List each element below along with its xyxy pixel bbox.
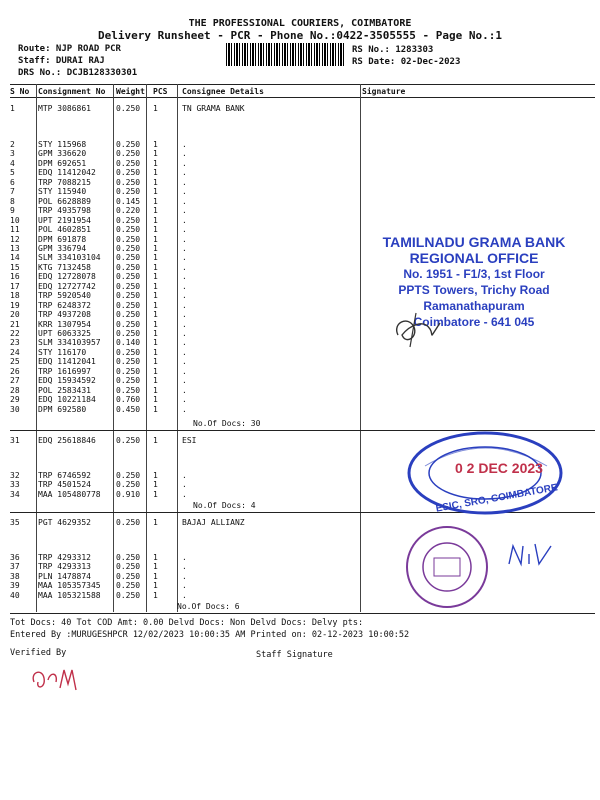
row-sno: 4 (10, 158, 15, 168)
row-consignment: EDQ 10221184 (38, 395, 96, 405)
runsheet-subtitle: Delivery Runsheet - PCR - Phone No.:0422-3505555 - Page No.:1 (98, 29, 502, 42)
row-weight: 0.250 (116, 243, 141, 253)
esi-stamp-text: ESIC, SRO, COIMBATORE (434, 482, 559, 515)
row-sno: 2 (10, 140, 15, 149)
row-pcs: 1 (153, 272, 158, 282)
row-weight: 0.220 (116, 206, 141, 216)
row-weight: 0.250 (116, 366, 141, 376)
row-pcs: 1 (153, 395, 158, 405)
row-pcs: 1 (153, 366, 158, 376)
row-pcs: 1 (153, 553, 158, 562)
row-sno: 30 (10, 404, 20, 414)
row-weight: 0.250 (116, 158, 141, 168)
verifier-signature (28, 660, 88, 700)
row-sno: 5 (10, 168, 15, 178)
row-pcs: 1 (153, 291, 158, 301)
row-dot: . (182, 329, 187, 338)
row-sno: 40 (10, 590, 20, 600)
row-pcs: 1 (153, 385, 158, 395)
row-weight: 0.250 (116, 177, 141, 187)
row-pcs: 1 (153, 471, 158, 480)
row-consignment: MAA 105321588 (38, 590, 101, 600)
row-weight: 0.250 (116, 225, 141, 235)
col-divider (113, 84, 114, 612)
row-pcs: 1 (153, 149, 158, 159)
col-consignment: Consignment No (38, 87, 106, 96)
row-pcs: 1 (153, 187, 158, 197)
bank-stamp-addr: Coimbatore - 641 045 (413, 315, 535, 329)
row-weight: 0.250 (116, 518, 141, 527)
row-weight: 0.760 (116, 395, 141, 405)
row-consignment: EDQ 15934592 (38, 376, 96, 386)
rs-number: RS No.: 1283303 (352, 45, 434, 55)
row-dot: . (182, 253, 187, 263)
row-consignment: EDQ 11412041 (38, 357, 96, 367)
docs-count: No.Of Docs: 6 (177, 602, 240, 611)
row-sno: 34 (10, 489, 20, 499)
row-weight: 0.250 (116, 187, 141, 197)
row-consignment: STY 115940 (38, 187, 87, 197)
row-sno: 14 (10, 253, 20, 263)
row-sno: 3 (10, 149, 15, 159)
row-weight: 0.250 (116, 168, 141, 178)
row-sno: 20 (10, 310, 20, 320)
row-weight: 0.250 (116, 140, 141, 149)
bank-stamp-addr: Ramanathapuram (423, 299, 525, 313)
row-weight: 0.250 (116, 300, 141, 310)
row-consignment: TRP 4501524 (38, 480, 91, 490)
row-consignment: SLM 334103957 (38, 338, 101, 348)
row-weight: 0.250 (116, 319, 141, 329)
row-pcs: 1 (153, 436, 158, 445)
row-dot: . (182, 571, 187, 581)
col-sno: S No (10, 87, 30, 96)
row-consignment: POL 6628889 (38, 196, 91, 206)
row-dot: . (182, 158, 187, 168)
row-weight: 0.250 (116, 329, 141, 338)
row-dot: . (182, 291, 187, 301)
row-weight: 0.250 (116, 262, 141, 272)
docs-count: No.Of Docs: 30 (193, 419, 261, 428)
barcode (226, 43, 344, 66)
row-consignment: DPM 691878 (38, 234, 87, 244)
col-pcs: PCS (153, 87, 168, 96)
row-weight: 0.250 (116, 553, 141, 562)
consignee-name: BAJAJ ALLIANZ (182, 518, 245, 527)
bank-stamp-name: TAMILNADU GRAMA BANK (382, 234, 566, 250)
row-pcs: 1 (153, 168, 158, 178)
row-weight: 0.250 (116, 436, 141, 445)
row-dot: . (182, 215, 187, 225)
row-consignment: GPM 336620 (38, 149, 87, 159)
row-dot: . (182, 140, 187, 149)
row-consignment: TRP 6746592 (38, 471, 91, 480)
row-pcs: 1 (153, 319, 158, 329)
row-dot: . (182, 366, 187, 376)
row-weight: 0.250 (116, 149, 141, 159)
row-weight: 0.910 (116, 489, 141, 499)
row-consignment: PGT 4629352 (38, 518, 91, 527)
entered-by-line: Entered By :MURUGESHPCR 12/02/2023 10:00:35 AM Printed on: 02-12-2023 10:00:52 (10, 630, 410, 640)
row-sno: 27 (10, 376, 20, 386)
row-sno: 31 (10, 436, 20, 445)
drs-number: DRS No.: DCJB128330301 (18, 68, 138, 78)
row-consignment: DPM 692651 (38, 158, 87, 168)
row-weight: 0.250 (116, 281, 141, 291)
row-pcs: 1 (153, 234, 158, 244)
route-label: Route: NJP ROAD PCR (18, 44, 121, 54)
row-dot: . (182, 168, 187, 178)
row-pcs: 1 (153, 480, 158, 490)
row-sno: 38 (10, 571, 20, 581)
col-signature: Signature (362, 87, 406, 96)
row-dot: . (182, 471, 187, 480)
row-dot: . (182, 196, 187, 206)
row-sno: 22 (10, 329, 20, 338)
row-pcs: 1 (153, 329, 158, 338)
row-sno: 25 (10, 357, 20, 367)
row-dot: . (182, 225, 187, 235)
signature-scribble (390, 305, 450, 355)
row-consignment: UPT 2191954 (38, 215, 91, 225)
row-weight: 0.250 (116, 104, 141, 113)
row-consignment: POL 2583431 (38, 385, 91, 395)
row-weight: 0.250 (116, 215, 141, 225)
row-sno: 24 (10, 347, 20, 357)
row-sno: 12 (10, 234, 20, 244)
row-weight: 0.250 (116, 347, 141, 357)
row-consignment: TRP 5920540 (38, 291, 91, 301)
row-weight: 0.250 (116, 471, 141, 480)
row-consignment: GPM 336794 (38, 243, 87, 253)
row-weight: 0.250 (116, 480, 141, 490)
row-consignment: POL 4602851 (38, 225, 91, 235)
row-sno: 33 (10, 480, 20, 490)
esi-stamp-date: 0 2 DEC 2023 (455, 460, 543, 476)
row-sno: 17 (10, 281, 20, 291)
col-divider (36, 84, 37, 612)
row-dot: . (182, 385, 187, 395)
row-sno: 28 (10, 385, 20, 395)
row-sno: 35 (10, 518, 20, 527)
row-dot: . (182, 347, 187, 357)
row-dot: . (182, 590, 187, 600)
company-title: THE PROFESSIONAL COURIERS, COIMBATORE (188, 18, 412, 29)
row-pcs: 1 (153, 281, 158, 291)
bank-stamp-addr: No. 1951 - F1/3, 1st Floor (403, 267, 545, 281)
row-sno: 1 (10, 104, 15, 113)
row-sno: 19 (10, 300, 20, 310)
row-pcs: 1 (153, 177, 158, 187)
row-weight: 0.250 (116, 291, 141, 301)
row-weight: 0.450 (116, 404, 141, 414)
row-dot: . (182, 234, 187, 244)
row-consignment: UPT 6063325 (38, 329, 91, 338)
row-consignment: STY 115968 (38, 140, 87, 149)
row-consignment: EDQ 12728078 (38, 272, 96, 282)
row-pcs: 1 (153, 347, 158, 357)
row-dot: . (182, 281, 187, 291)
row-dot: . (182, 319, 187, 329)
verified-by-label: Verified By (10, 648, 67, 658)
row-consignment: TRP 6248372 (38, 300, 91, 310)
row-consignment: PLN 1478874 (38, 571, 91, 581)
col-consignee: Consignee Details (182, 87, 264, 96)
row-dot: . (182, 272, 187, 282)
row-pcs: 1 (153, 140, 158, 149)
row-pcs: 1 (153, 310, 158, 320)
totals-line: Tot Docs: 40 Tot COD Amt: 0.00 Delvd Docs: Non Delvd Docs: Delvy pts: (10, 618, 364, 628)
row-sno: 26 (10, 366, 20, 376)
row-sno: 13 (10, 243, 20, 253)
consignee-name: TN GRAMA BANK (182, 104, 245, 113)
row-sno: 11 (10, 225, 20, 235)
row-weight: 0.140 (116, 338, 141, 348)
row-pcs: 1 (153, 338, 158, 348)
row-pcs: 1 (153, 225, 158, 235)
row-weight: 0.250 (116, 385, 141, 395)
row-sno: 9 (10, 206, 15, 216)
row-dot: . (182, 395, 187, 405)
row-weight: 0.250 (116, 253, 141, 263)
row-weight: 0.250 (116, 562, 141, 572)
row-consignment: TRP 4293312 (38, 553, 91, 562)
row-weight: 0.250 (116, 272, 141, 282)
row-consignment: KRR 1307954 (38, 319, 91, 329)
row-dot: . (182, 187, 187, 197)
row-sno: 36 (10, 553, 20, 562)
row-pcs: 1 (153, 158, 158, 168)
row-sno: 32 (10, 471, 20, 480)
row-pcs: 1 (153, 489, 158, 499)
row-sno: 21 (10, 319, 20, 329)
row-consignment: DPM 692580 (38, 404, 87, 414)
row-consignment: EDQ 12727742 (38, 281, 96, 291)
row-dot: . (182, 177, 187, 187)
row-pcs: 1 (153, 571, 158, 581)
bank-stamp-addr: PPTS Towers, Trichy Road (398, 283, 550, 297)
row-pcs: 1 (153, 215, 158, 225)
row-weight: 0.250 (116, 310, 141, 320)
row-dot: . (182, 562, 187, 572)
bajaj-stamp (402, 522, 492, 612)
row-sno: 7 (10, 187, 15, 197)
signature-scribble (505, 540, 555, 570)
row-pcs: 1 (153, 562, 158, 572)
row-weight: 0.250 (116, 590, 141, 600)
consignee-name: ESI (182, 436, 197, 445)
table-bottom-rule (10, 613, 595, 614)
row-weight: 0.250 (116, 234, 141, 244)
row-pcs: 1 (153, 404, 158, 414)
row-pcs: 1 (153, 243, 158, 253)
row-consignment: TRP 4937208 (38, 310, 91, 320)
row-pcs: 1 (153, 590, 158, 600)
row-sno: 15 (10, 262, 20, 272)
row-sno: 8 (10, 196, 15, 206)
row-dot: . (182, 553, 187, 562)
row-pcs: 1 (153, 206, 158, 216)
row-consignment: TRP 7088215 (38, 177, 91, 187)
table-header-rule (10, 97, 595, 98)
col-weight: Weight (116, 87, 145, 96)
row-sno: 29 (10, 395, 20, 405)
row-sno: 37 (10, 562, 20, 572)
row-dot: . (182, 480, 187, 490)
bank-stamp-office: REGIONAL OFFICE (409, 250, 539, 266)
row-dot: . (182, 581, 187, 591)
row-dot: . (182, 206, 187, 216)
row-pcs: 1 (153, 376, 158, 386)
row-consignment: EDQ 25618846 (38, 436, 96, 445)
row-consignment: TRP 4293313 (38, 562, 91, 572)
row-sno: 39 (10, 581, 20, 591)
row-pcs: 1 (153, 104, 158, 113)
row-dot: . (182, 489, 187, 499)
staff-label: Staff: DURAI RAJ (18, 56, 105, 66)
table-top-rule (10, 84, 595, 85)
row-weight: 0.250 (116, 571, 141, 581)
row-weight: 0.250 (116, 376, 141, 386)
row-dot: . (182, 376, 187, 386)
row-dot: . (182, 300, 187, 310)
row-pcs: 1 (153, 253, 158, 263)
row-pcs: 1 (153, 357, 158, 367)
row-dot: . (182, 404, 187, 414)
row-consignment: EDQ 11412042 (38, 168, 96, 178)
row-sno: 18 (10, 291, 20, 301)
rs-date: RS Date: 02-Dec-2023 (352, 57, 461, 67)
row-sno: 6 (10, 177, 15, 187)
col-divider (146, 84, 147, 612)
row-consignment: MAA 105480778 (38, 489, 101, 499)
row-dot: . (182, 310, 187, 320)
staff-signature-label: Staff Signature (256, 650, 333, 660)
row-dot: . (182, 262, 187, 272)
row-dot: . (182, 243, 187, 253)
row-pcs: 1 (153, 262, 158, 272)
row-sno: 16 (10, 272, 20, 282)
row-consignment: KTG 7132458 (38, 262, 91, 272)
row-weight: 0.250 (116, 357, 141, 367)
row-dot: . (182, 357, 187, 367)
row-pcs: 1 (153, 196, 158, 206)
row-consignment: TRP 1616997 (38, 366, 91, 376)
row-dot: . (182, 149, 187, 159)
row-pcs: 1 (153, 581, 158, 591)
row-pcs: 1 (153, 300, 158, 310)
row-consignment: MAA 105357345 (38, 581, 101, 591)
row-consignment: STY 116170 (38, 347, 87, 357)
row-consignment: TRP 4935798 (38, 206, 91, 216)
row-sno: 23 (10, 338, 20, 348)
row-dot: . (182, 338, 187, 348)
row-weight: 0.145 (116, 196, 141, 206)
col-divider (177, 84, 178, 612)
row-consignment: SLM 334103104 (38, 253, 101, 263)
row-consignment: MTP 3086861 (38, 104, 91, 113)
row-sno: 10 (10, 215, 20, 225)
col-divider (360, 84, 361, 612)
row-pcs: 1 (153, 518, 158, 527)
row-weight: 0.250 (116, 581, 141, 591)
docs-count: No.Of Docs: 4 (193, 501, 256, 510)
